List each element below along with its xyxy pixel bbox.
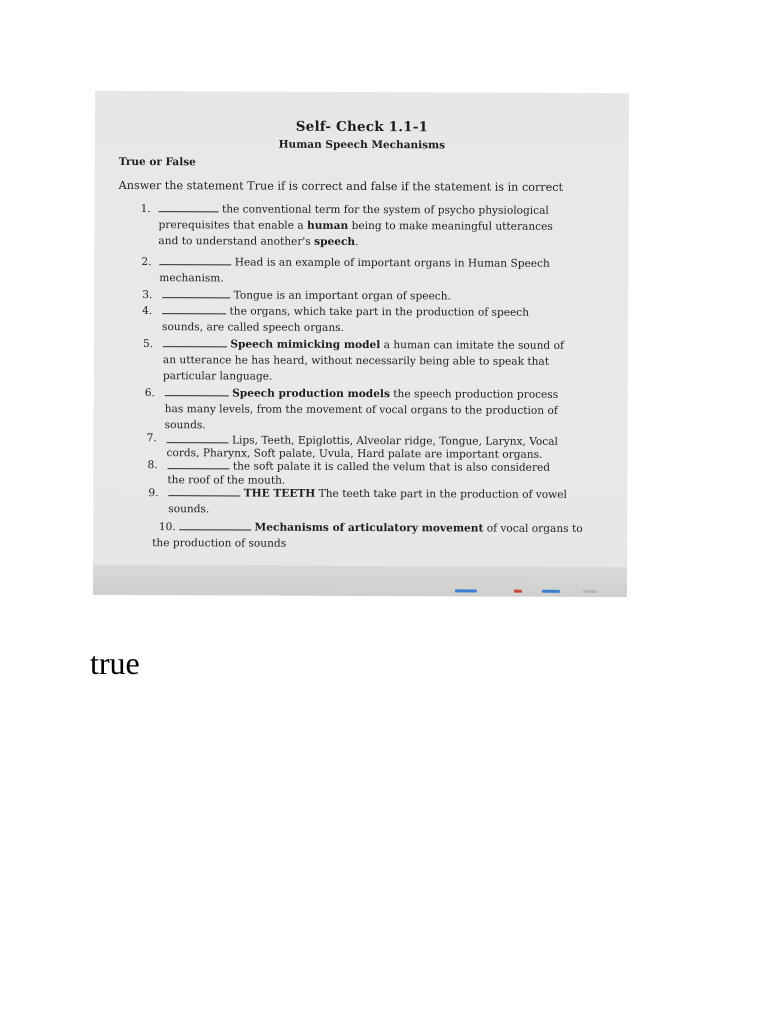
question-bold-text: human: [307, 219, 349, 233]
question-text: cords, Pharynx, Soft palate, Uvula, Hard palate are important organs.: [166, 447, 543, 461]
question-text: the organs, which take part in the production of speech: [229, 305, 530, 319]
question-text: the soft palate it is called the velum that is also considered: [232, 460, 551, 474]
question-text: has many levels, from the movement of vocal organs to the production of: [164, 403, 558, 418]
worksheet-photo: [93, 91, 629, 597]
question-text: sounds.: [164, 419, 206, 432]
question-bold-text: Speech mimicking model: [230, 338, 381, 352]
question-number: 1.: [140, 203, 151, 216]
answer-blank: [179, 519, 251, 530]
answer-blank: [162, 303, 226, 314]
edge-mark-grey: [583, 590, 597, 593]
question-bold-text: Mechanisms of articulatory movement: [254, 521, 484, 535]
question-text: particular language.: [162, 370, 273, 384]
question-number: 9.: [148, 487, 159, 500]
question-number: 8.: [147, 459, 158, 472]
question-3: [142, 287, 451, 304]
question-text: and to understand another's: [158, 235, 315, 249]
question-9: [148, 485, 567, 519]
worksheet-title: Self- Check 1.1-1: [295, 118, 429, 136]
question-text: Tongue is an important organ of speech.: [233, 289, 451, 303]
question-text: the roof of the mouth.: [167, 474, 286, 487]
question-text: the production of sounds: [152, 537, 287, 550]
question-text: Lips, Teeth, Epiglottis, Alveolar ridge, Tongue, Larynx, Vocal: [231, 434, 558, 448]
question-number: 4.: [142, 305, 153, 318]
question-text: The teeth take part in the production of vowel: [315, 487, 567, 501]
answer-blank: [162, 287, 230, 298]
question-4: [142, 303, 530, 337]
question-number: 2.: [141, 256, 152, 269]
question-text: Head is an example of important organs in Human Speech: [234, 256, 550, 270]
instructions: Answer the statement True if is correct and false if the statement is in correct: [118, 178, 564, 194]
question-text: prerequisites that enable a: [158, 219, 308, 232]
question-text: a human can imitate the sound of: [380, 339, 564, 352]
question-2: [141, 254, 550, 288]
question-text: sounds.: [168, 503, 210, 516]
question-8: [147, 458, 551, 489]
section-heading: True or False: [118, 155, 196, 169]
edge-mark-red: [514, 590, 522, 593]
question-1: [140, 201, 553, 251]
question-text: mechanism.: [159, 272, 224, 285]
question-6: [144, 385, 559, 435]
question-number: 3.: [142, 289, 153, 302]
edge-mark-blue: [542, 590, 560, 593]
worksheet-subtitle: Human Speech Mechanisms: [278, 138, 446, 152]
question-text: the speech production process: [389, 388, 559, 401]
answer-blank: [168, 485, 240, 496]
question-5: [142, 336, 564, 386]
question-number: 10.: [158, 521, 176, 534]
worksheet-sheet: [93, 91, 629, 567]
edge-mark-blue: [455, 589, 477, 592]
question-number: 7.: [146, 432, 157, 445]
question-bold-text: Speech production models: [232, 387, 390, 401]
question-text: the conventional term for the system of psycho physiological: [221, 203, 549, 217]
question-10: [152, 519, 583, 553]
answer-blank: [159, 254, 231, 265]
question-text: of vocal organs to: [483, 522, 583, 535]
question-bold-text: speech: [314, 236, 356, 249]
question-number: 5.: [142, 338, 154, 351]
answer-blank: [167, 458, 229, 469]
question-text: sounds, are called speech organs.: [162, 321, 345, 335]
answer-blank: [163, 336, 227, 347]
question-text: .: [355, 236, 359, 249]
question-text: being to make meaningful utterances: [348, 220, 553, 234]
question-text: an utterance he has heard, without necessarily being able to speak that: [162, 354, 550, 369]
question-7: [146, 432, 558, 462]
answer-blank: [165, 385, 229, 396]
question-bold-text: THE TEETH: [243, 487, 316, 500]
answer-blank: [167, 432, 229, 443]
answer-blank: [159, 201, 219, 212]
question-number: 6.: [144, 387, 155, 400]
answer-text: true: [90, 645, 140, 681]
